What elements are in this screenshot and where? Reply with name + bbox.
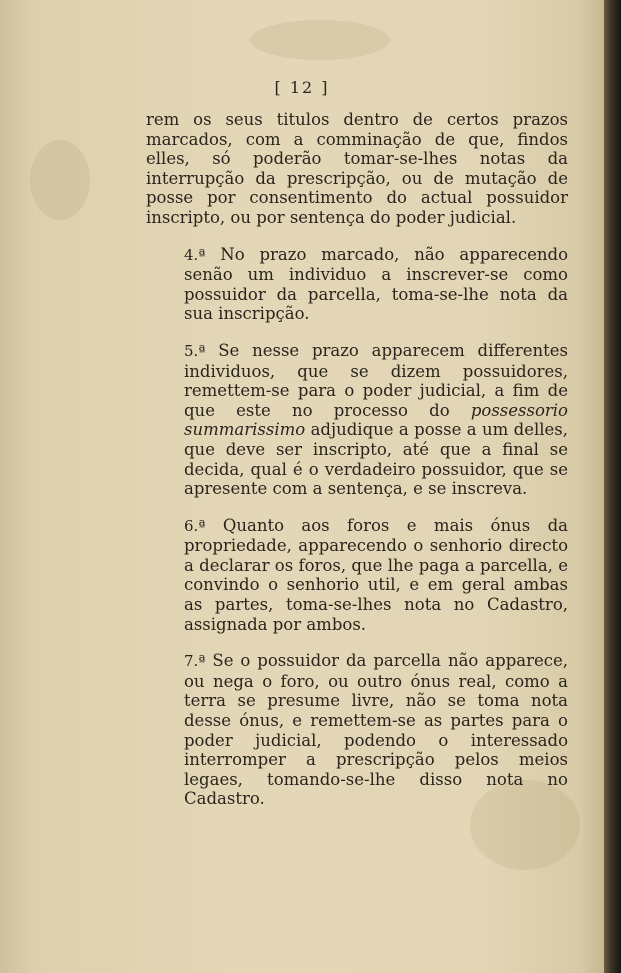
item-text: Se nesse prazo apparecem differentes individuos, que se dizem possuidores, remettem-se para o poder judicial, a fim de que este no processo do <box>184 340 568 420</box>
item-text: adjudique a posse a um delles, que deve ser inscripto, até que a final se decida, qual é o verdadeiro possuidor, que se apresente com a sentença, e se inscreva. <box>184 420 568 499</box>
item-text: Se o possuidor da parcella não apparece, ou nega o foro, ou outro ónus real, como a terra se presume livre, não se toma nota desse ónus, e remettem-se as partes para o poder judicial, podendo o interessado interromper a prescripção pelos meios legaes, tomando-se-lhe disso nota no Cadastro. <box>184 651 568 809</box>
book-spine-edge <box>604 0 621 973</box>
item-number: 7.ª <box>184 652 206 671</box>
paper-stain <box>30 140 90 220</box>
paper-stain <box>250 20 390 60</box>
item-number: 6.ª <box>184 516 206 535</box>
item-number: 4.ª <box>184 245 206 264</box>
paragraph-item-4 <box>146 245 568 324</box>
paragraph-item-6 <box>146 516 568 635</box>
item-number: 5.ª <box>184 341 206 360</box>
paragraph-item-5 <box>146 341 568 499</box>
item-text: Quanto aos foros e mais ónus da propriedade, apparecendo o senhorio directo a declarar os foros, que lhe paga a parcella, e convindo o senhorio util, e em geral ambas as partes, toma-se-lhes nota no Cadastro, assignada por ambos. <box>184 515 568 634</box>
paragraph-continuation: rem os seus titulos dentro de certos prazos marcados, com a comminação de que, findos elles, só poderão tomar-se-lhes notas da interrupção da prescripção, ou de mutação de posse por consentimento do actual possuidor inscripto, ou por sentença do poder judicial. <box>146 110 568 227</box>
item-text-emphasis: possessorio summarissimo <box>184 400 568 440</box>
paragraph-item-7 <box>146 651 568 809</box>
item-text: No prazo marcado, não apparecendo senão um individuo a inscrever-se como possuidor da parcella, toma-se-lhe nota da sua inscripção. <box>184 244 569 324</box>
page-number: [ 12 ] <box>274 78 330 97</box>
body-text <box>146 110 568 809</box>
